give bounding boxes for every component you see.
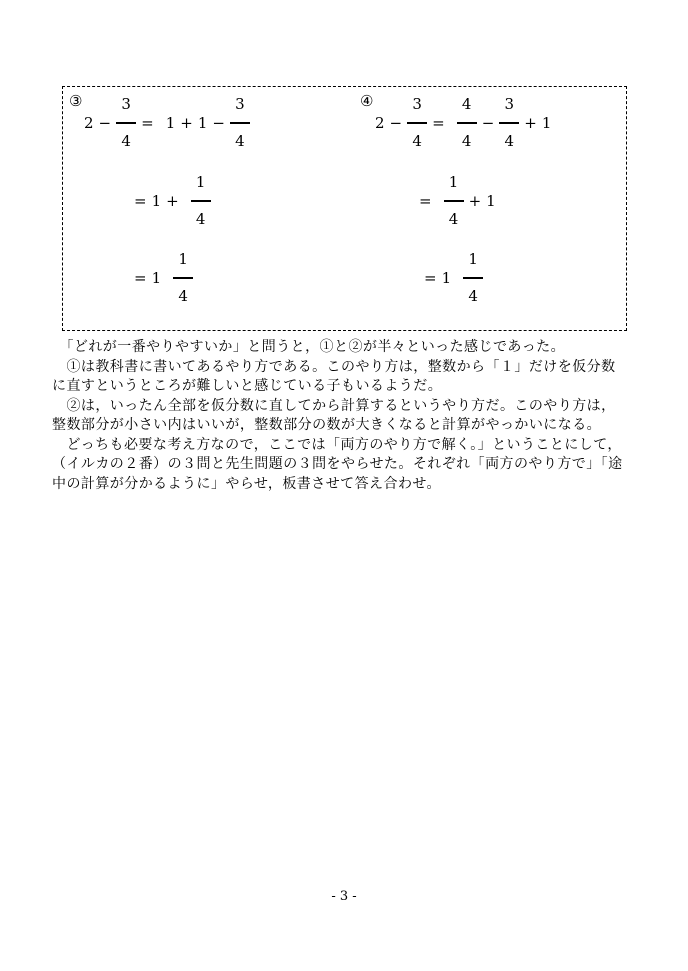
fraction: [407, 97, 427, 149]
fraction-bar: [230, 122, 250, 124]
equation-token: 1: [441, 269, 452, 287]
fraction-denominator: 4: [235, 132, 245, 150]
paragraph-line: （イルカの２番）の３問と先生問題の３問をやらせた。それぞれ「両方のやり方で」「途: [52, 456, 623, 472]
equation-4-badge: ④: [360, 92, 374, 110]
paragraph-line: ②は，いったん全部を仮分数に直してから計算するというやり方だ。このやり方は，: [52, 397, 616, 414]
paragraph-line: 「どれが一番やりやすいか」と問うと，①と②が半々といった感じであった。: [52, 339, 566, 355]
paragraph-line: ①は教科書に書いてあるやり方である。このやり方は，整数から「１」だけを仮分数: [52, 358, 616, 375]
equation-4-row-2: [419, 175, 496, 227]
fraction: [230, 97, 250, 149]
fraction: [116, 97, 136, 149]
fraction: [444, 175, 464, 227]
fraction-bar: [444, 200, 464, 202]
fraction: [499, 97, 519, 149]
equation-token: −: [389, 114, 403, 132]
fraction-bar: [457, 122, 477, 124]
fraction-bar: [407, 122, 427, 124]
fraction-numerator: 1: [448, 173, 459, 191]
fraction-denominator: 4: [412, 132, 422, 150]
fraction-denominator: 4: [121, 132, 131, 150]
fraction-numerator: 1: [468, 250, 478, 268]
equation-token: +: [166, 192, 179, 210]
equation-token: +: [468, 192, 482, 210]
equation-token: =: [141, 114, 154, 132]
equation-token: =: [432, 114, 445, 132]
fraction-bar: [173, 277, 193, 279]
fraction-denominator: 4: [178, 287, 188, 305]
fraction: [457, 97, 477, 149]
fraction-denominator: 4: [468, 287, 478, 305]
equation-token: 1: [151, 192, 162, 210]
equation-token: =: [134, 269, 147, 287]
equation-3-row-3: [134, 252, 193, 304]
fraction-numerator: 1: [195, 173, 206, 191]
equation-3-row-2: [134, 175, 211, 227]
equation-3-badge: ③: [69, 92, 83, 110]
fraction-numerator: 3: [121, 95, 131, 113]
fraction-numerator: 3: [235, 95, 245, 113]
fraction: [191, 175, 211, 227]
fraction-bar: [116, 122, 136, 124]
paragraph-line: 中の計算が分かるように」やらせ，板書させて答え合わせ。: [52, 475, 441, 492]
equation-4-row-1: [375, 97, 551, 149]
fraction-bar: [463, 277, 483, 279]
paragraph-line: 整数部分が小さい内はいいが，整数部分の数が大きくなると計算がやっかいになる。: [52, 417, 602, 433]
equation-token: +: [180, 114, 193, 132]
equation-token: =: [424, 269, 437, 287]
fraction-bar: [191, 200, 211, 202]
paragraph-line: どっちも必要な考え方なので，ここでは「両方のやり方で解く。」ということにして，: [52, 436, 622, 453]
equation-token: =: [419, 192, 432, 210]
equations-box: [62, 86, 627, 331]
equation-token: =: [134, 192, 147, 210]
fraction-denominator: 4: [448, 210, 459, 228]
page-number: - 3 -: [331, 889, 357, 904]
fraction-denominator: 4: [195, 210, 206, 228]
equation-token: 1: [541, 114, 552, 132]
equation-token: 1: [197, 114, 208, 132]
equation-token: −: [98, 114, 112, 132]
fraction-bar: [499, 122, 519, 124]
equation-token: −: [481, 114, 495, 132]
fraction: [463, 252, 483, 304]
fraction-denominator: 4: [461, 132, 472, 150]
equation-token: 1: [151, 269, 162, 287]
equation-token: +: [524, 114, 537, 132]
equation-token: 1: [165, 114, 176, 132]
fraction-numerator: 3: [504, 95, 515, 113]
equation-token: 1: [486, 192, 496, 210]
equation-token: 2: [375, 114, 385, 132]
equation-token: −: [212, 114, 225, 132]
fraction-denominator: 4: [504, 132, 515, 150]
body-text: [52, 338, 636, 494]
fraction: [173, 252, 193, 304]
fraction-numerator: 4: [461, 95, 472, 113]
equation-3-row-1: [84, 97, 250, 149]
fraction-numerator: 3: [412, 95, 422, 113]
paragraph-line: に直すというところが難しいと感じている子もいるようだ。: [52, 378, 443, 394]
fraction-numerator: 1: [178, 250, 188, 268]
equation-4-row-3: [424, 252, 483, 304]
equation-token: 2: [84, 114, 94, 132]
